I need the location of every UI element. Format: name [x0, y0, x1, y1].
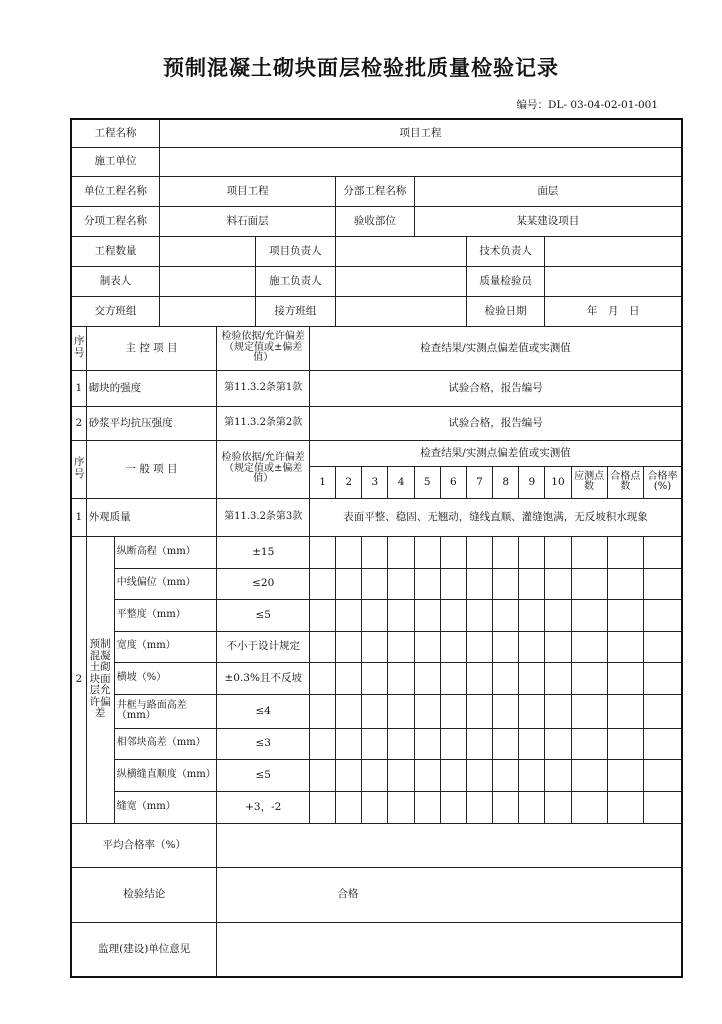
sub-project-label: 分部工程名称: [336, 176, 414, 206]
pass-rate-header: 合格率(%): [644, 466, 682, 498]
conclusion-value: 合格: [217, 867, 682, 922]
main-row-name: 砌块的强度: [86, 370, 217, 406]
should-measure-header: 应测点数: [571, 466, 607, 498]
construction-lead-value: [336, 266, 467, 296]
measurement-cell: [414, 536, 440, 568]
measurement-cell: [414, 599, 440, 631]
unit-project-label: 单位工程名称: [71, 176, 160, 206]
measurement-cell: [440, 599, 466, 631]
measurement-cell: [571, 568, 607, 599]
measurement-cell: [571, 791, 607, 823]
measurement-cell: [519, 536, 545, 568]
deviation-row: [71, 694, 682, 728]
measurement-cell: [388, 662, 414, 694]
avg-pass-rate-label: 平均合格率（%）: [71, 823, 217, 867]
measurement-cell: [440, 728, 466, 759]
deviation-item-basis: ±0.3%且不反坡: [217, 662, 310, 694]
point-header: 4: [388, 466, 414, 498]
measurement-cell: [440, 631, 466, 662]
measurement-cell: [545, 631, 571, 662]
measurement-cell: [336, 728, 362, 759]
measurement-cell: [545, 568, 571, 599]
measurement-cell: [545, 662, 571, 694]
document-number: 编号：DL- 03-04-02-01-001: [516, 99, 658, 111]
main-row-basis: 第11.3.2条第2款: [217, 406, 310, 440]
measurement-cell: [336, 662, 362, 694]
deviation-row: [71, 536, 682, 568]
supervisor-label: 监理(建设)单位意见: [71, 922, 217, 977]
measurement-cell: [466, 536, 492, 568]
point-header: 10: [545, 466, 571, 498]
tech-lead-value: [545, 236, 682, 266]
general-basis-label: 检验依据/允许偏差（规定值或±偏差值）: [217, 440, 310, 498]
deviation-item-name: 中线偏位（mm）: [114, 568, 217, 599]
handover-team-label: 交方班组: [71, 296, 160, 326]
measurement-cell: [493, 662, 519, 694]
measurement-cell: [571, 536, 607, 568]
measurement-cell: [571, 694, 607, 728]
deviation-item-basis: ≤4: [217, 694, 310, 728]
quality-inspector-value: [545, 266, 682, 296]
measurement-cell: [466, 694, 492, 728]
measurement-cell: [607, 568, 643, 599]
inspection-date-value: 年 月 日: [545, 296, 682, 326]
point-header: 8: [493, 466, 519, 498]
measurement-cell: [362, 791, 388, 823]
measurement-cell: [362, 694, 388, 728]
general-items-label: 一 般 项 目: [86, 440, 217, 498]
main-seq-label: 序号: [71, 326, 86, 370]
measurement-cell: [644, 728, 682, 759]
qualified-points-header: 合格点数: [607, 466, 643, 498]
measurement-cell: [336, 694, 362, 728]
measurement-cell: [545, 728, 571, 759]
measurement-cell: [310, 568, 336, 599]
measurement-cell: [310, 599, 336, 631]
measurement-cell: [414, 759, 440, 791]
appearance-result: 表面平整、稳固、无翘动，缝线直顺、灌缝饱满，无反坡积水现象: [310, 498, 683, 536]
measurement-cell: [310, 631, 336, 662]
measurement-cell: [519, 662, 545, 694]
measurement-cell: [362, 599, 388, 631]
measurement-cell: [466, 662, 492, 694]
deviation-item-basis: +3，-2: [217, 791, 310, 823]
measurement-cell: [414, 791, 440, 823]
main-row-basis: 第11.3.2条第1款: [217, 370, 310, 406]
measurement-cell: [362, 662, 388, 694]
measurement-cell: [607, 599, 643, 631]
measurement-cell: [310, 694, 336, 728]
measurement-cell: [493, 759, 519, 791]
deviation-item-name: 纵横缝直顺度（mm）: [114, 759, 217, 791]
measurement-cell: [466, 759, 492, 791]
measurement-cell: [545, 536, 571, 568]
measurement-cell: [545, 599, 571, 631]
main-row-result: 试验合格，报告编号: [310, 406, 683, 440]
acceptance-part-value: 某某建设项目: [414, 206, 682, 236]
measurement-cell: [493, 791, 519, 823]
measurement-cell: [440, 759, 466, 791]
measurement-cell: [644, 568, 682, 599]
item-project-value: 料石面层: [160, 206, 336, 236]
measurement-cell: [414, 631, 440, 662]
supervisor-value: [217, 922, 682, 977]
deviation-item-basis: 不小于设计规定: [217, 631, 310, 662]
measurement-cell: [466, 631, 492, 662]
project-name-value: 项目工程: [160, 119, 682, 147]
measurement-cell: [440, 536, 466, 568]
measurement-cell: [310, 662, 336, 694]
measurement-cell: [388, 759, 414, 791]
measurement-cell: [388, 728, 414, 759]
main-result-label: 检查结果/实测点偏差值或实测值: [310, 326, 683, 370]
measurement-cell: [362, 536, 388, 568]
measurement-cell: [493, 599, 519, 631]
appearance-basis: 第11.3.2条第3款: [217, 498, 310, 536]
deviation-row: [71, 599, 682, 631]
measurement-cell: [310, 536, 336, 568]
deviation-row: [71, 568, 682, 599]
page-title: 预制混凝土砌块面层检验批质量检验记录: [163, 56, 559, 80]
project-lead-label: 项目负责人: [255, 236, 336, 266]
measurement-cell: [388, 694, 414, 728]
handover-team-value: [160, 296, 256, 326]
inspection-record-table: [70, 118, 683, 978]
deviation-item-basis: ±15: [217, 536, 310, 568]
item-project-label: 分项工程名称: [71, 206, 160, 236]
measurement-cell: [362, 568, 388, 599]
measurement-cell: [571, 599, 607, 631]
measurement-cell: [466, 568, 492, 599]
measurement-cell: [414, 694, 440, 728]
tech-lead-label: 技术负责人: [466, 236, 544, 266]
inspection-date-label: 检验日期: [466, 296, 544, 326]
measurement-cell: [414, 728, 440, 759]
measurement-cell: [519, 599, 545, 631]
avg-pass-rate-value: [217, 823, 682, 867]
tabulator-value: [160, 266, 256, 296]
measurement-cell: [362, 631, 388, 662]
measurement-cell: [519, 694, 545, 728]
measurement-cell: [607, 536, 643, 568]
main-row-result: 试验合格，报告编号: [310, 370, 683, 406]
measurement-cell: [440, 791, 466, 823]
measurement-cell: [644, 694, 682, 728]
measurement-cell: [336, 568, 362, 599]
measurement-cell: [571, 662, 607, 694]
point-header: 7: [466, 466, 492, 498]
quantity-value: [160, 236, 256, 266]
measurement-cell: [414, 662, 440, 694]
measurement-cell: [607, 694, 643, 728]
deviation-row: [71, 791, 682, 823]
point-header: 5: [414, 466, 440, 498]
deviation-item-name: 纵断高程（mm）: [114, 536, 217, 568]
measurement-cell: [571, 728, 607, 759]
project-name-label: 工程名称: [71, 119, 160, 147]
measurement-cell: [519, 728, 545, 759]
measurement-cell: [644, 662, 682, 694]
measurement-cell: [336, 599, 362, 631]
measurement-cell: [607, 631, 643, 662]
measurement-cell: [493, 631, 519, 662]
measurement-cell: [440, 568, 466, 599]
conclusion-label: 检验结论: [71, 867, 217, 922]
measurement-cell: [644, 599, 682, 631]
point-header: 2: [336, 466, 362, 498]
point-header: 1: [310, 466, 336, 498]
deviation-item-basis: ≤5: [217, 599, 310, 631]
general-seq-label: 序号: [71, 440, 86, 498]
measurement-cell: [571, 759, 607, 791]
measurement-cell: [362, 728, 388, 759]
sub-project-value: 面层: [414, 176, 682, 206]
measurement-cell: [545, 759, 571, 791]
quality-inspector-label: 质量检验员: [466, 266, 544, 296]
deviation-row: [71, 662, 682, 694]
measurement-cell: [336, 759, 362, 791]
deviation-item-name: 平整度（mm）: [114, 599, 217, 631]
measurement-cell: [545, 694, 571, 728]
measurement-cell: [336, 791, 362, 823]
appearance-name: 外观质量: [86, 498, 217, 536]
deviation-item-basis: ≤20: [217, 568, 310, 599]
deviation-item-name: 宽度（mm）: [114, 631, 217, 662]
receiving-team-value: [336, 296, 467, 326]
measurement-cell: [440, 662, 466, 694]
receiving-team-label: 接方班组: [255, 296, 336, 326]
measurement-cell: [310, 791, 336, 823]
tabulator-label: 制表人: [71, 266, 160, 296]
deviation-row: [71, 759, 682, 791]
main-basis-label: 检验依据/允许偏差（规定值或±偏差值）: [217, 326, 310, 370]
measurement-cell: [644, 791, 682, 823]
measurement-cell: [644, 759, 682, 791]
measurement-cell: [644, 536, 682, 568]
measurement-cell: [519, 759, 545, 791]
measurement-cell: [388, 536, 414, 568]
measurement-cell: [644, 631, 682, 662]
deviation-group-no: 2: [71, 536, 86, 823]
quantity-label: 工程数量: [71, 236, 160, 266]
main-row-name: 砂浆平均抗压强度: [86, 406, 217, 440]
deviation-rows: [71, 536, 682, 823]
point-header: 3: [362, 466, 388, 498]
measurement-cell: [519, 791, 545, 823]
measurement-cell: [440, 694, 466, 728]
measurement-cell: [493, 728, 519, 759]
measurement-cell: [388, 599, 414, 631]
deviation-item-name: 缝宽（mm）: [114, 791, 217, 823]
construction-unit-value: [160, 147, 682, 176]
main-items-label: 主 控 项 目: [86, 326, 217, 370]
measurement-cell: [607, 759, 643, 791]
unit-project-value: 项目工程: [160, 176, 336, 206]
measurement-cell: [493, 536, 519, 568]
measurement-cell: [466, 728, 492, 759]
deviation-item-name: 相邻块高差（mm）: [114, 728, 217, 759]
measurement-cell: [388, 631, 414, 662]
construction-lead-label: 施工负责人: [255, 266, 336, 296]
deviation-row: [71, 631, 682, 662]
deviation-group-label: 预制混凝土砌块面层允许偏差: [86, 536, 114, 823]
measurement-cell: [607, 791, 643, 823]
measurement-cell: [519, 568, 545, 599]
construction-unit-label: 施工单位: [71, 147, 160, 176]
deviation-item-basis: ≤5: [217, 759, 310, 791]
measurement-cell: [493, 694, 519, 728]
measurement-cell: [571, 631, 607, 662]
measurement-cell: [607, 728, 643, 759]
point-header: 9: [519, 466, 545, 498]
measurement-cell: [414, 568, 440, 599]
measurement-cell: [388, 791, 414, 823]
measurement-cell: [336, 536, 362, 568]
main-row-no: 2: [71, 406, 86, 440]
general-result-label: 检查结果/实测点偏差值或实测值: [310, 440, 683, 466]
general-row-no: 1: [71, 498, 86, 536]
measurement-cell: [362, 759, 388, 791]
measurement-cell: [545, 791, 571, 823]
deviation-row: [71, 728, 682, 759]
measurement-cell: [310, 759, 336, 791]
measurement-cell: [607, 662, 643, 694]
deviation-item-name: 井框与路面高差（mm）: [114, 694, 217, 728]
measurement-cell: [493, 568, 519, 599]
project-lead-value: [336, 236, 467, 266]
main-row-no: 1: [71, 370, 86, 406]
measurement-cell: [388, 568, 414, 599]
measurement-cell: [310, 728, 336, 759]
deviation-item-name: 横坡（%）: [114, 662, 217, 694]
measurement-cell: [466, 599, 492, 631]
measurement-cell: [466, 791, 492, 823]
deviation-item-basis: ≤3: [217, 728, 310, 759]
acceptance-part-label: 验收部位: [336, 206, 414, 236]
measurement-cell: [519, 631, 545, 662]
measurement-cell: [336, 631, 362, 662]
point-header: 6: [440, 466, 466, 498]
